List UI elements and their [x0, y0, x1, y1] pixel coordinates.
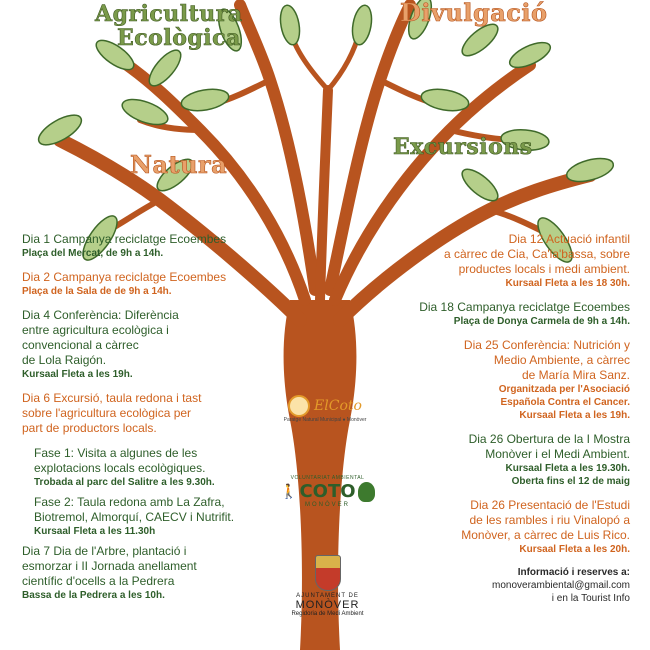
branch-label-excursions: Excursions	[393, 134, 533, 160]
event-item	[22, 232, 262, 260]
event-item	[370, 498, 630, 556]
event-detail-line: Kursaal Fleta a les 11.30h	[34, 526, 156, 537]
event-title-line: sobre l'agricultura ecològica per	[22, 406, 192, 420]
branch-label-divulgacio: Divulgació	[400, 0, 548, 27]
sun-icon	[288, 395, 310, 417]
event-title-line: de les rambles i riu Vinalopó a	[469, 513, 630, 527]
event-title-line: Fase 2: Taula redona amb La Zafra,	[34, 495, 225, 509]
event-title-line: convencional a càrrec	[22, 338, 139, 352]
voluntariat-logo	[280, 475, 375, 508]
leaf	[420, 86, 471, 114]
event-item	[22, 446, 262, 489]
event-detail-line: Trobada al parc del Salitre a les 9.30h.	[34, 477, 215, 488]
event-title-line: a càrrec de Cia, Ca'la'bassa, sobre	[443, 247, 630, 261]
event-title-line: Monòver i el Medi Ambient.	[485, 447, 630, 461]
event-title-line: part de productors locals.	[22, 421, 157, 435]
event-title-line: Biotremol, Almorquí, CAECV i Nutrifit.	[34, 510, 235, 524]
contact-info	[370, 566, 630, 605]
ajuntament-line-3: Regidoria de Medi Ambient	[291, 611, 364, 617]
leaf	[180, 86, 231, 114]
event-title-line: esmorzar i II Jornada anellament	[22, 559, 197, 573]
leaf	[144, 45, 186, 90]
elcoto-subtitle: Paratge Natural Municipal ● Monòver	[283, 417, 367, 423]
coat-of-arms-icon	[315, 555, 341, 591]
event-item	[22, 495, 262, 538]
event-item	[22, 391, 262, 436]
event-detail-line: Kursaal Fleta a les 19h.	[22, 369, 133, 380]
left-events-list	[22, 232, 262, 602]
ajuntament-line-2: MONÒVER	[295, 599, 360, 611]
event-title-line: de Lola Raigón.	[22, 353, 107, 367]
right-events-column	[370, 232, 630, 605]
event-item	[22, 308, 262, 381]
event-detail-line: Organitzada per l'Asociació	[498, 384, 630, 395]
event-title-line: de María Mira Sanz.	[521, 368, 630, 382]
event-title-line: explotacions locals ecològiques.	[34, 461, 206, 475]
event-title-line: Dia 7 Dia de l'Arbre, plantació i	[22, 544, 187, 558]
event-title-line: Dia 1 Campanya reciclatge Ecoembes	[22, 232, 227, 246]
tree-icon	[358, 482, 375, 502]
event-detail-line: Plaça del Mercat, de 9h a 14h.	[22, 248, 164, 259]
event-title-line: Dia 2 Campanya reciclatge Ecoembes	[22, 270, 227, 284]
branch-label-natura: Natura	[130, 150, 228, 179]
event-title-line: Monòver, a càrrec de Luis Rico.	[461, 528, 630, 542]
voluntariat-name: COTO	[299, 481, 356, 502]
event-item	[22, 544, 262, 602]
event-title-line: Medio Ambiente, a càrrec	[493, 353, 630, 367]
event-detail-line: Plaça de Donya Carmela de 9h a 14h.	[453, 316, 630, 327]
leaf	[350, 4, 375, 47]
event-item	[370, 232, 630, 290]
event-detail-line: Bassa de la Pedrera a les 10h.	[22, 590, 165, 601]
event-title-line: Dia 4 Conferència: Diferència	[22, 308, 179, 322]
event-title-line: Dia 25 Conferència: Nutrición y	[463, 338, 630, 352]
event-detail-line: Kursaal Fleta a les 20h.	[519, 544, 630, 555]
ajuntament-logo	[265, 555, 390, 617]
event-title-line: entre agricultura ecològica i	[22, 323, 169, 337]
event-title-line: Dia 26 Obertura de la I Mostra	[468, 432, 630, 446]
right-events-list	[370, 232, 630, 556]
event-title-line: Dia 18 Campanya reciclatge Ecoembes	[419, 300, 630, 314]
ajuntament-line-1: AJUNTAMENT DE	[296, 593, 359, 599]
branch-center	[320, 90, 328, 300]
leaf	[457, 164, 502, 206]
event-title-line: productes locals i medi ambient.	[458, 262, 630, 276]
contact-line-3: i en la Tourist Info	[551, 593, 630, 604]
elcoto-logo	[270, 395, 380, 423]
event-detail-line: Kursaal Fleta a les 19.30h.	[505, 463, 630, 474]
event-detail-line: Plaça de la Sala de de 9h a 14h.	[22, 286, 172, 297]
elcoto-name: ElCoto	[314, 398, 362, 414]
branch-label-agricultura: Agricultura Ecològica	[95, 1, 243, 51]
event-title-line: científic d'ocells a la Pedrera	[22, 574, 175, 588]
event-title-line: Dia 26 Presentació de l'Estudi	[470, 498, 630, 512]
contact-email: monoverambiental@gmail.com	[492, 580, 630, 591]
hiker-icon: 🚶	[280, 483, 298, 499]
voluntariat-bottom: MONÒVER	[304, 502, 350, 508]
left-events-column	[22, 232, 262, 612]
voluntariat-top: VOLUNTARIAT AMBIENTAL	[290, 475, 365, 481]
event-title-line: Dia 6 Excursió, taula redona i tast	[22, 391, 202, 405]
event-item	[370, 338, 630, 422]
leaf	[278, 4, 303, 47]
event-detail-line: Española Contra el Cancer.	[500, 397, 630, 408]
event-item	[22, 270, 262, 298]
event-item	[370, 300, 630, 328]
event-detail-line: Kursaal Fleta a les 18 30h.	[505, 278, 630, 289]
contact-line-1: Informació i reserves a:	[517, 567, 630, 578]
event-detail-line: Oberta fins el 12 de maig	[511, 476, 630, 487]
event-title-line: Fase 1: Visita a algunes de les	[34, 446, 198, 460]
event-detail-line: Kursaal Fleta a les 19h.	[519, 410, 630, 421]
event-title-line: Dia 12 Actuació infantil	[508, 232, 630, 246]
event-item	[370, 432, 630, 488]
